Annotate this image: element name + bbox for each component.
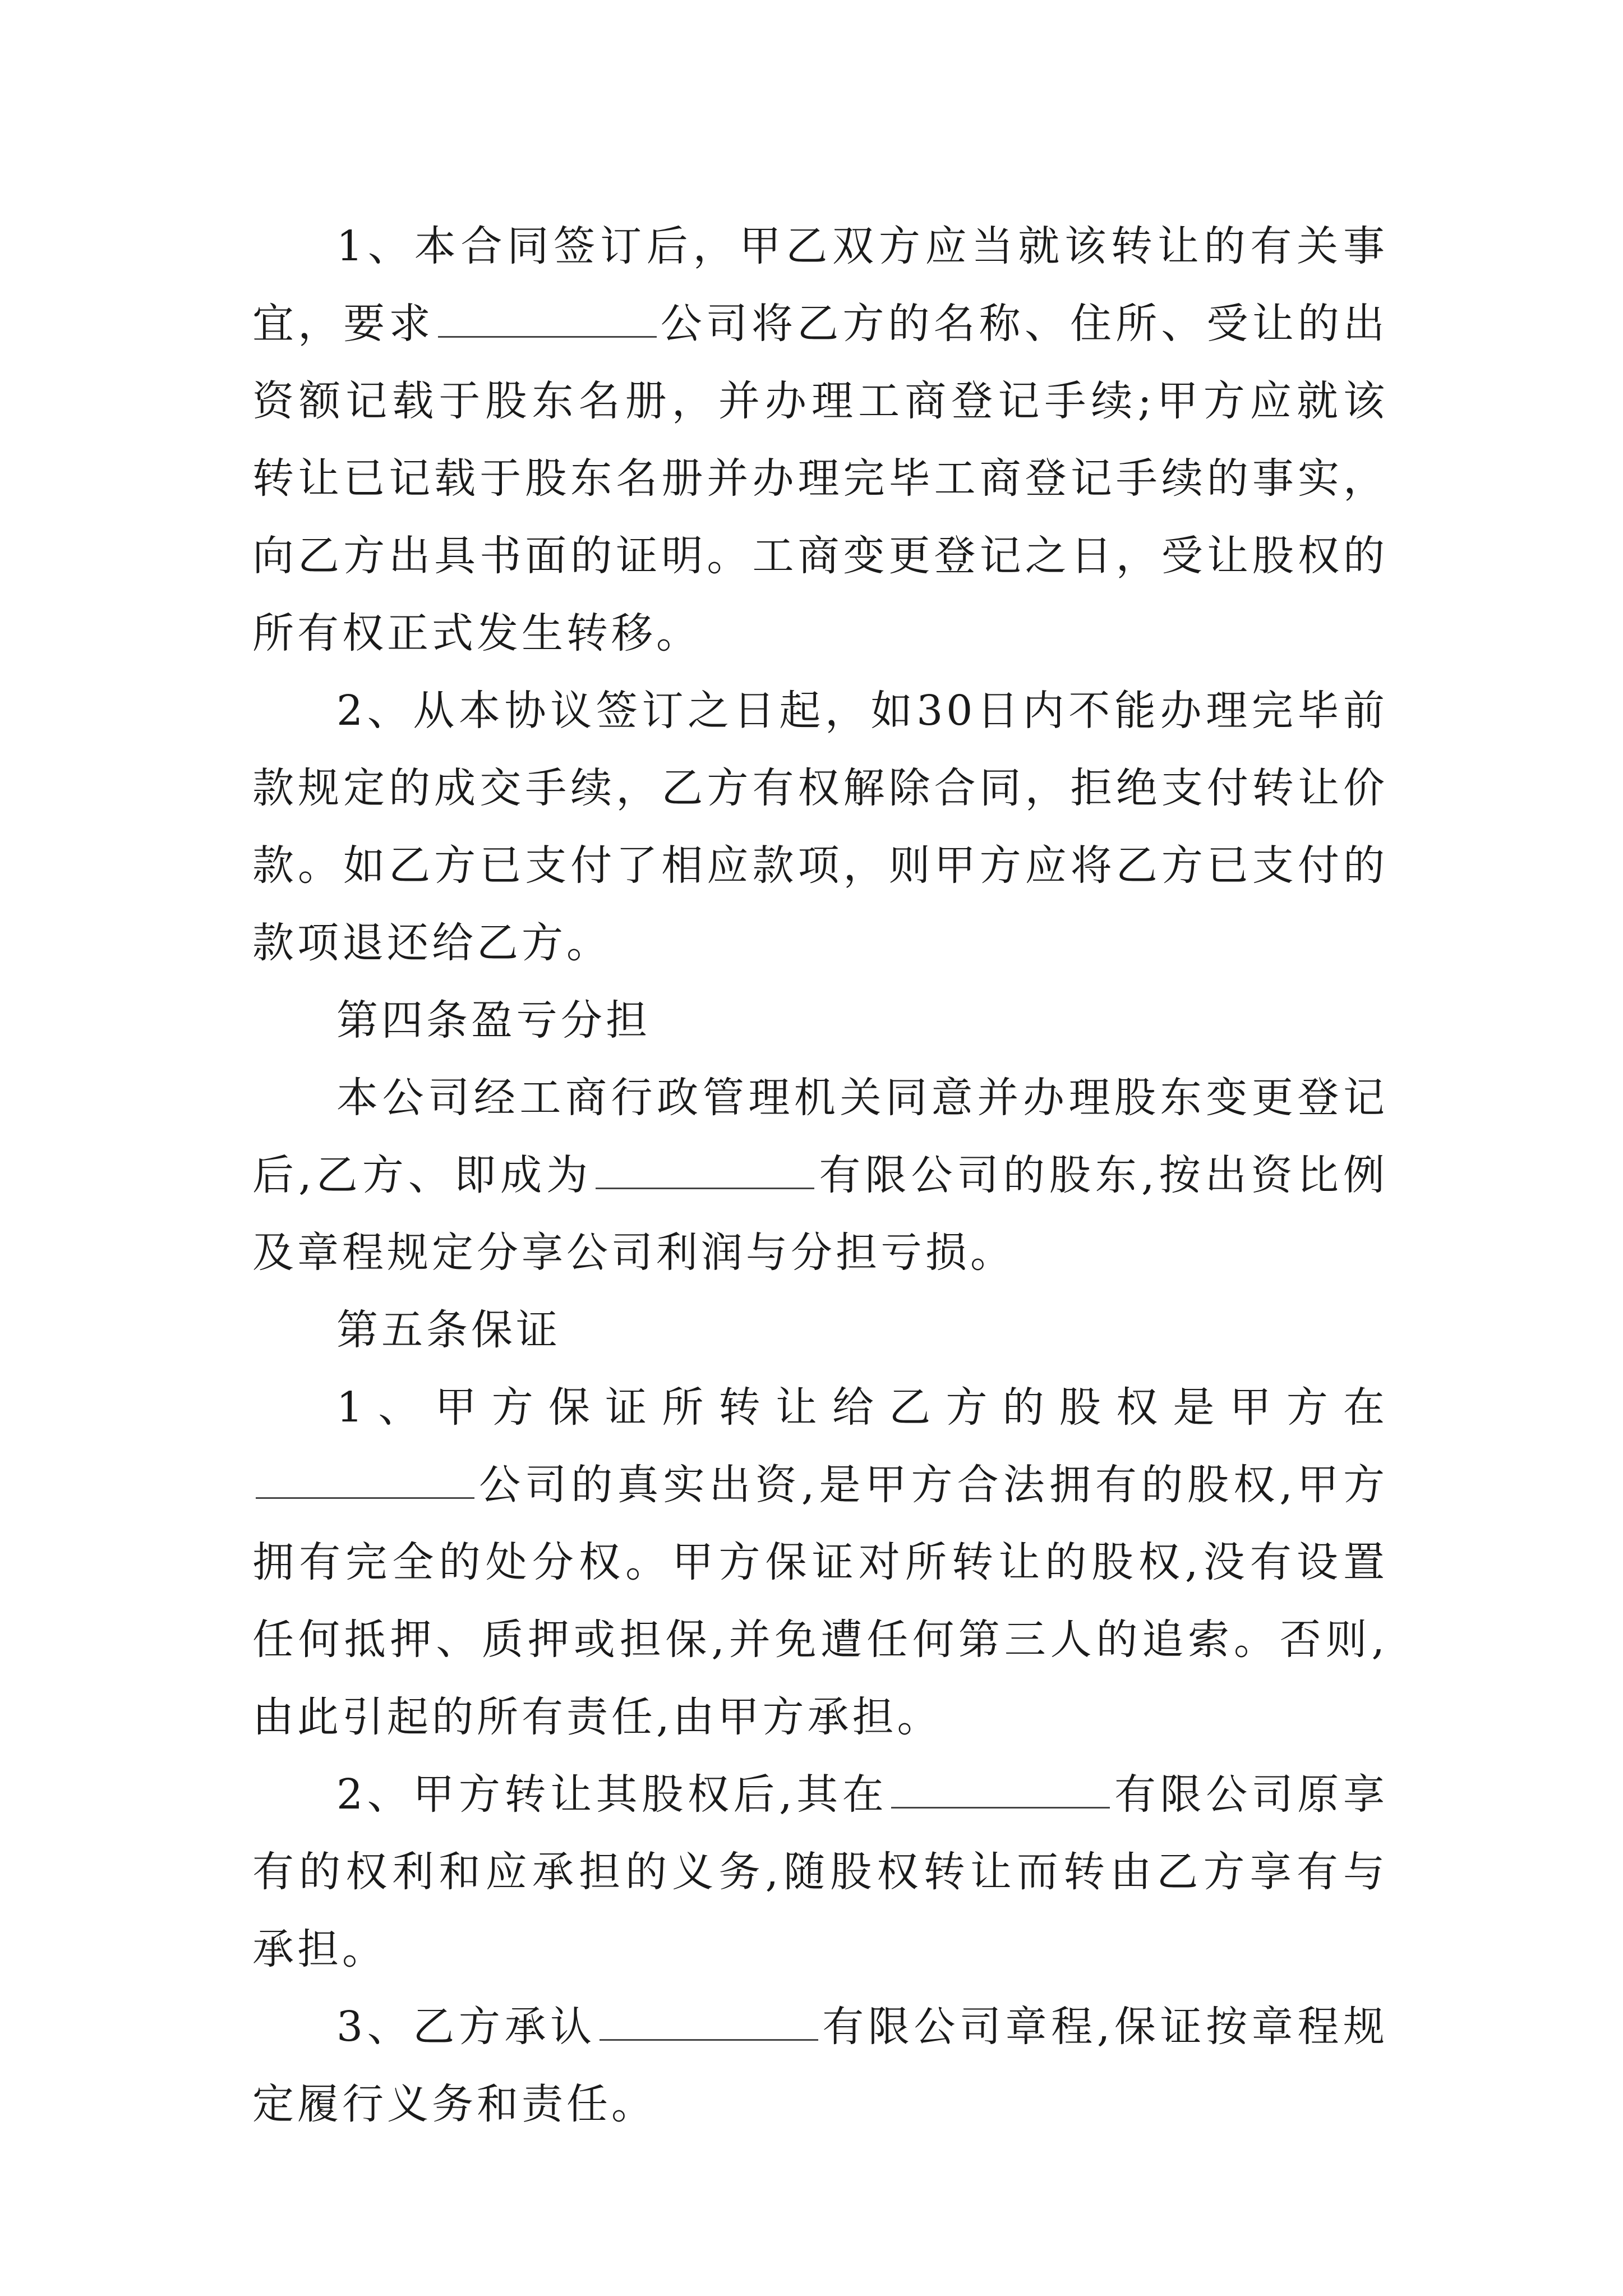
heading-text: 第五条保证	[336, 1306, 561, 1354]
clause-paragraph-2	[252, 672, 1388, 982]
clause-text: 公司将乙方的名称、住所、受让的出资额记载于股东名册，并办理工商登记手续;甲方应就该转让已记载于股东名册并办理完毕工商登记手续的事实，向乙方出具书面的证明。工商变更登记之日，受让股权的所有权正式发生转移。	[252, 300, 1389, 657]
clause-paragraph-3	[252, 1059, 1388, 1291]
clause-text: 有限公司原享有的权利和应承担的义务,随股权转让而转由乙方享有与承担。	[252, 1770, 1389, 1973]
clause-paragraph-1	[252, 208, 1388, 672]
article-heading-4	[252, 982, 1388, 1059]
clause-text: 有限公司章程,保证按章程规定履行义务和责任。	[252, 2003, 1388, 2128]
clause-text: 1、本合同签订后，甲乙双方应当就该转让的有关事宜，要求	[252, 222, 1388, 348]
fill-in-blank	[438, 297, 657, 338]
clause-text: 1、甲方保证所转让给乙方的股权是甲方在	[336, 1383, 1388, 1432]
clause-text: 本公司经工商行政管理机关同意并办理股东变更登记后,乙方、即成为	[252, 1074, 1388, 1199]
clause-paragraph-4	[252, 1369, 1388, 1756]
clause-text: 公司的真实出资,是甲方合法拥有的股权,甲方拥有完全的处分权。甲方保证对所转让的股权,没有设置任何抵押、质押或担保,并免遭任何第三人的追索。否则,由此引起的所有责任,由甲方承担。	[252, 1461, 1388, 1741]
clause-paragraph-5	[252, 1756, 1388, 1988]
clause-text: 3、乙方承认	[336, 2003, 596, 2051]
document-body	[252, 208, 1388, 2143]
article-heading-5	[252, 1291, 1388, 1369]
clause-text: 2、从本协议签订之日起，如30日内不能办理完毕前款规定的成交手续，乙方有权解除合同，拒绝支付转让价款。如乙方已支付了相应款项，则甲方应将乙方已支付的款项退还给乙方。	[252, 687, 1388, 967]
fill-in-blank	[596, 1148, 814, 1189]
fill-in-blank	[600, 2000, 818, 2041]
clause-text: 2、甲方转让其股权后,其在	[336, 1770, 888, 1819]
clause-paragraph-6	[252, 1988, 1388, 2143]
fill-in-blank	[256, 1458, 474, 1499]
heading-text: 第四条盈亏分担	[336, 996, 651, 1045]
clause-text: 有限公司的股东,按出资比例及章程规定分享公司利润与分担亏损。	[252, 1151, 1388, 1277]
fill-in-blank	[891, 1768, 1110, 1809]
